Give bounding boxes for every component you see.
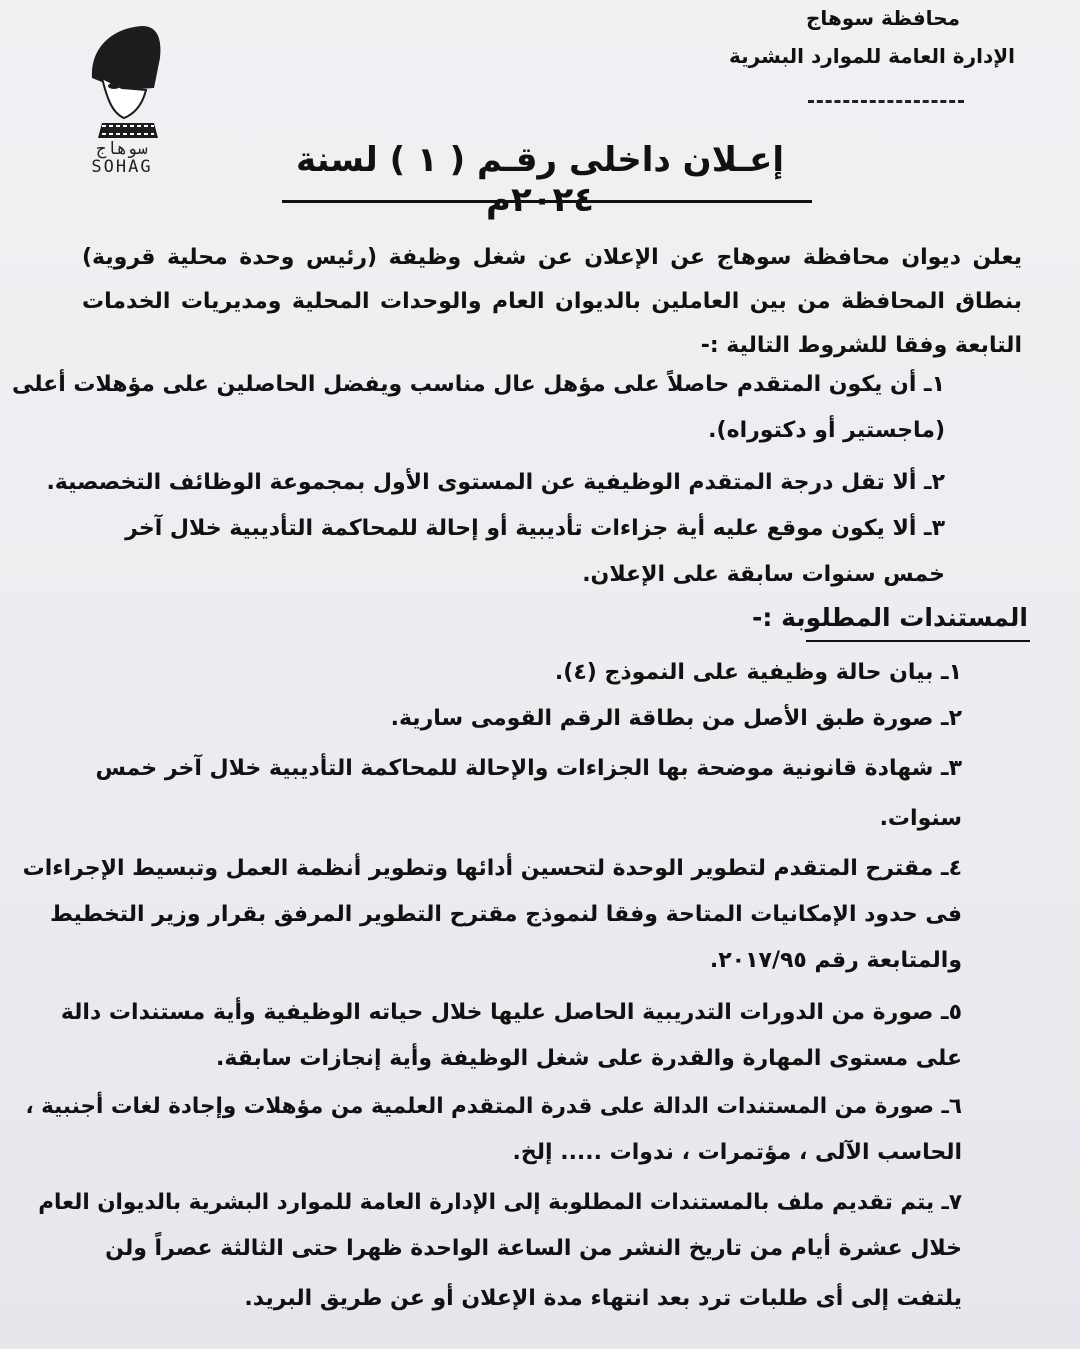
document-7-line-3: يلتفت إلى أى طلبات ترد بعد انتهاء مدة الإعلان أو عن طريق البريد. xyxy=(244,1286,962,1311)
department-name: الإدارة العامة للموارد البشرية xyxy=(729,44,1015,68)
document-4-line-1: ٤ـ مقترح المتقدم لتطوير الوحدة لتحسين أدائها وتطوير أنظمة العمل وتبسيط الإجراءات xyxy=(22,856,962,881)
condition-1-line-1: ١ـ أن يكون المتقدم حاصلاً على مؤهل عال مناسب ويفضل الحاصلين على مؤهلات أعلى xyxy=(11,372,945,397)
document-4-line-3: والمتابعة رقم ٢٠١٧/٩٥. xyxy=(709,948,962,973)
condition-1-line-2: (ماجستير أو دكتوراه). xyxy=(708,418,945,443)
logo-text-arabic: سوهاج xyxy=(96,139,148,159)
announcement-title: إعـلان داخلى رقـم ( ١ ) لسنة ٢٠٢٤م xyxy=(295,140,785,220)
document-2: ٢ـ صورة طبق الأصل من بطاقة الرقم القومى سارية. xyxy=(390,706,962,731)
intro-paragraph: يعلن ديوان محافظة سوهاج عن الإعلان عن شغل وظيفة (رئيس وحدة محلية قروية) بنطاق المحافظة من بين العاملين بالديوان العام والوحدات المحلية ومديريات الخدمات التابعة وفقا للشروط التالية :- xyxy=(82,245,1022,358)
document-1: ١ـ بيان حالة وظيفية على النموذج (٤). xyxy=(554,660,962,685)
document-4-line-2: فى حدود الإمكانيات المتاحة وفقا لنموذج مقترح التطوير المرفق بقرار وزير التخطيط xyxy=(49,902,962,927)
document-6-line-1: ٦ـ صورة من المستندات الدالة على قدرة المتقدم العلمية من مؤهلات وإجادة لغات أجنبية ، xyxy=(25,1094,962,1119)
header-divider xyxy=(808,100,964,103)
document-3-line-1: ٣ـ شهادة قانونية موضحة بها الجزاءات والإحالة للمحاكمة التأديبية خلال آخر خمس xyxy=(95,756,962,781)
governorate-name: محافظة سوهاج xyxy=(806,6,960,30)
title-underline xyxy=(282,200,812,203)
document-3-line-2: سنوات. xyxy=(879,806,962,831)
document-5-line-2: على مستوى المهارة والقدرة على شغل الوظيفة وأية إنجازات سابقة. xyxy=(216,1046,962,1071)
condition-2: ٢ـ ألا تقل درجة المتقدم الوظيفية عن المستوى الأول بمجموعة الوظائف التخصصية. xyxy=(46,470,945,495)
documents-heading-underline xyxy=(806,640,1030,642)
logo-text-english: SOHAG xyxy=(91,157,153,177)
condition-3-line-1: ٣ـ ألا يكون موقع عليه أية جزاءات تأديبية أو إحالة للمحاكمة التأديبية خلال آخر xyxy=(125,516,945,541)
document-7-line-2: خلال عشرة أيام من تاريخ النشر من الساعة الواحدة ظهرا حتى الثالثة عصراً ولن xyxy=(105,1236,962,1261)
condition-3-line-2: خمس سنوات سابقة على الإعلان. xyxy=(582,562,945,587)
document-6-line-2: الحاسب الآلى ، مؤتمرات ، ندوات ..... إلخ. xyxy=(512,1140,962,1165)
document-5-line-1: ٥ـ صورة من الدورات التدريبية الحاصل عليها خلال حياته الوظيفية وأية مستندات دالة xyxy=(60,1000,962,1025)
document-7-line-1: ٧ـ يتم تقديم ملف بالمستندات المطلوبة إلى الإدارة العامة للموارد البشرية بالديوان العام xyxy=(38,1190,962,1215)
logo-text xyxy=(70,140,174,176)
documents-heading: المستندات المطلوبة :- xyxy=(752,603,1028,632)
